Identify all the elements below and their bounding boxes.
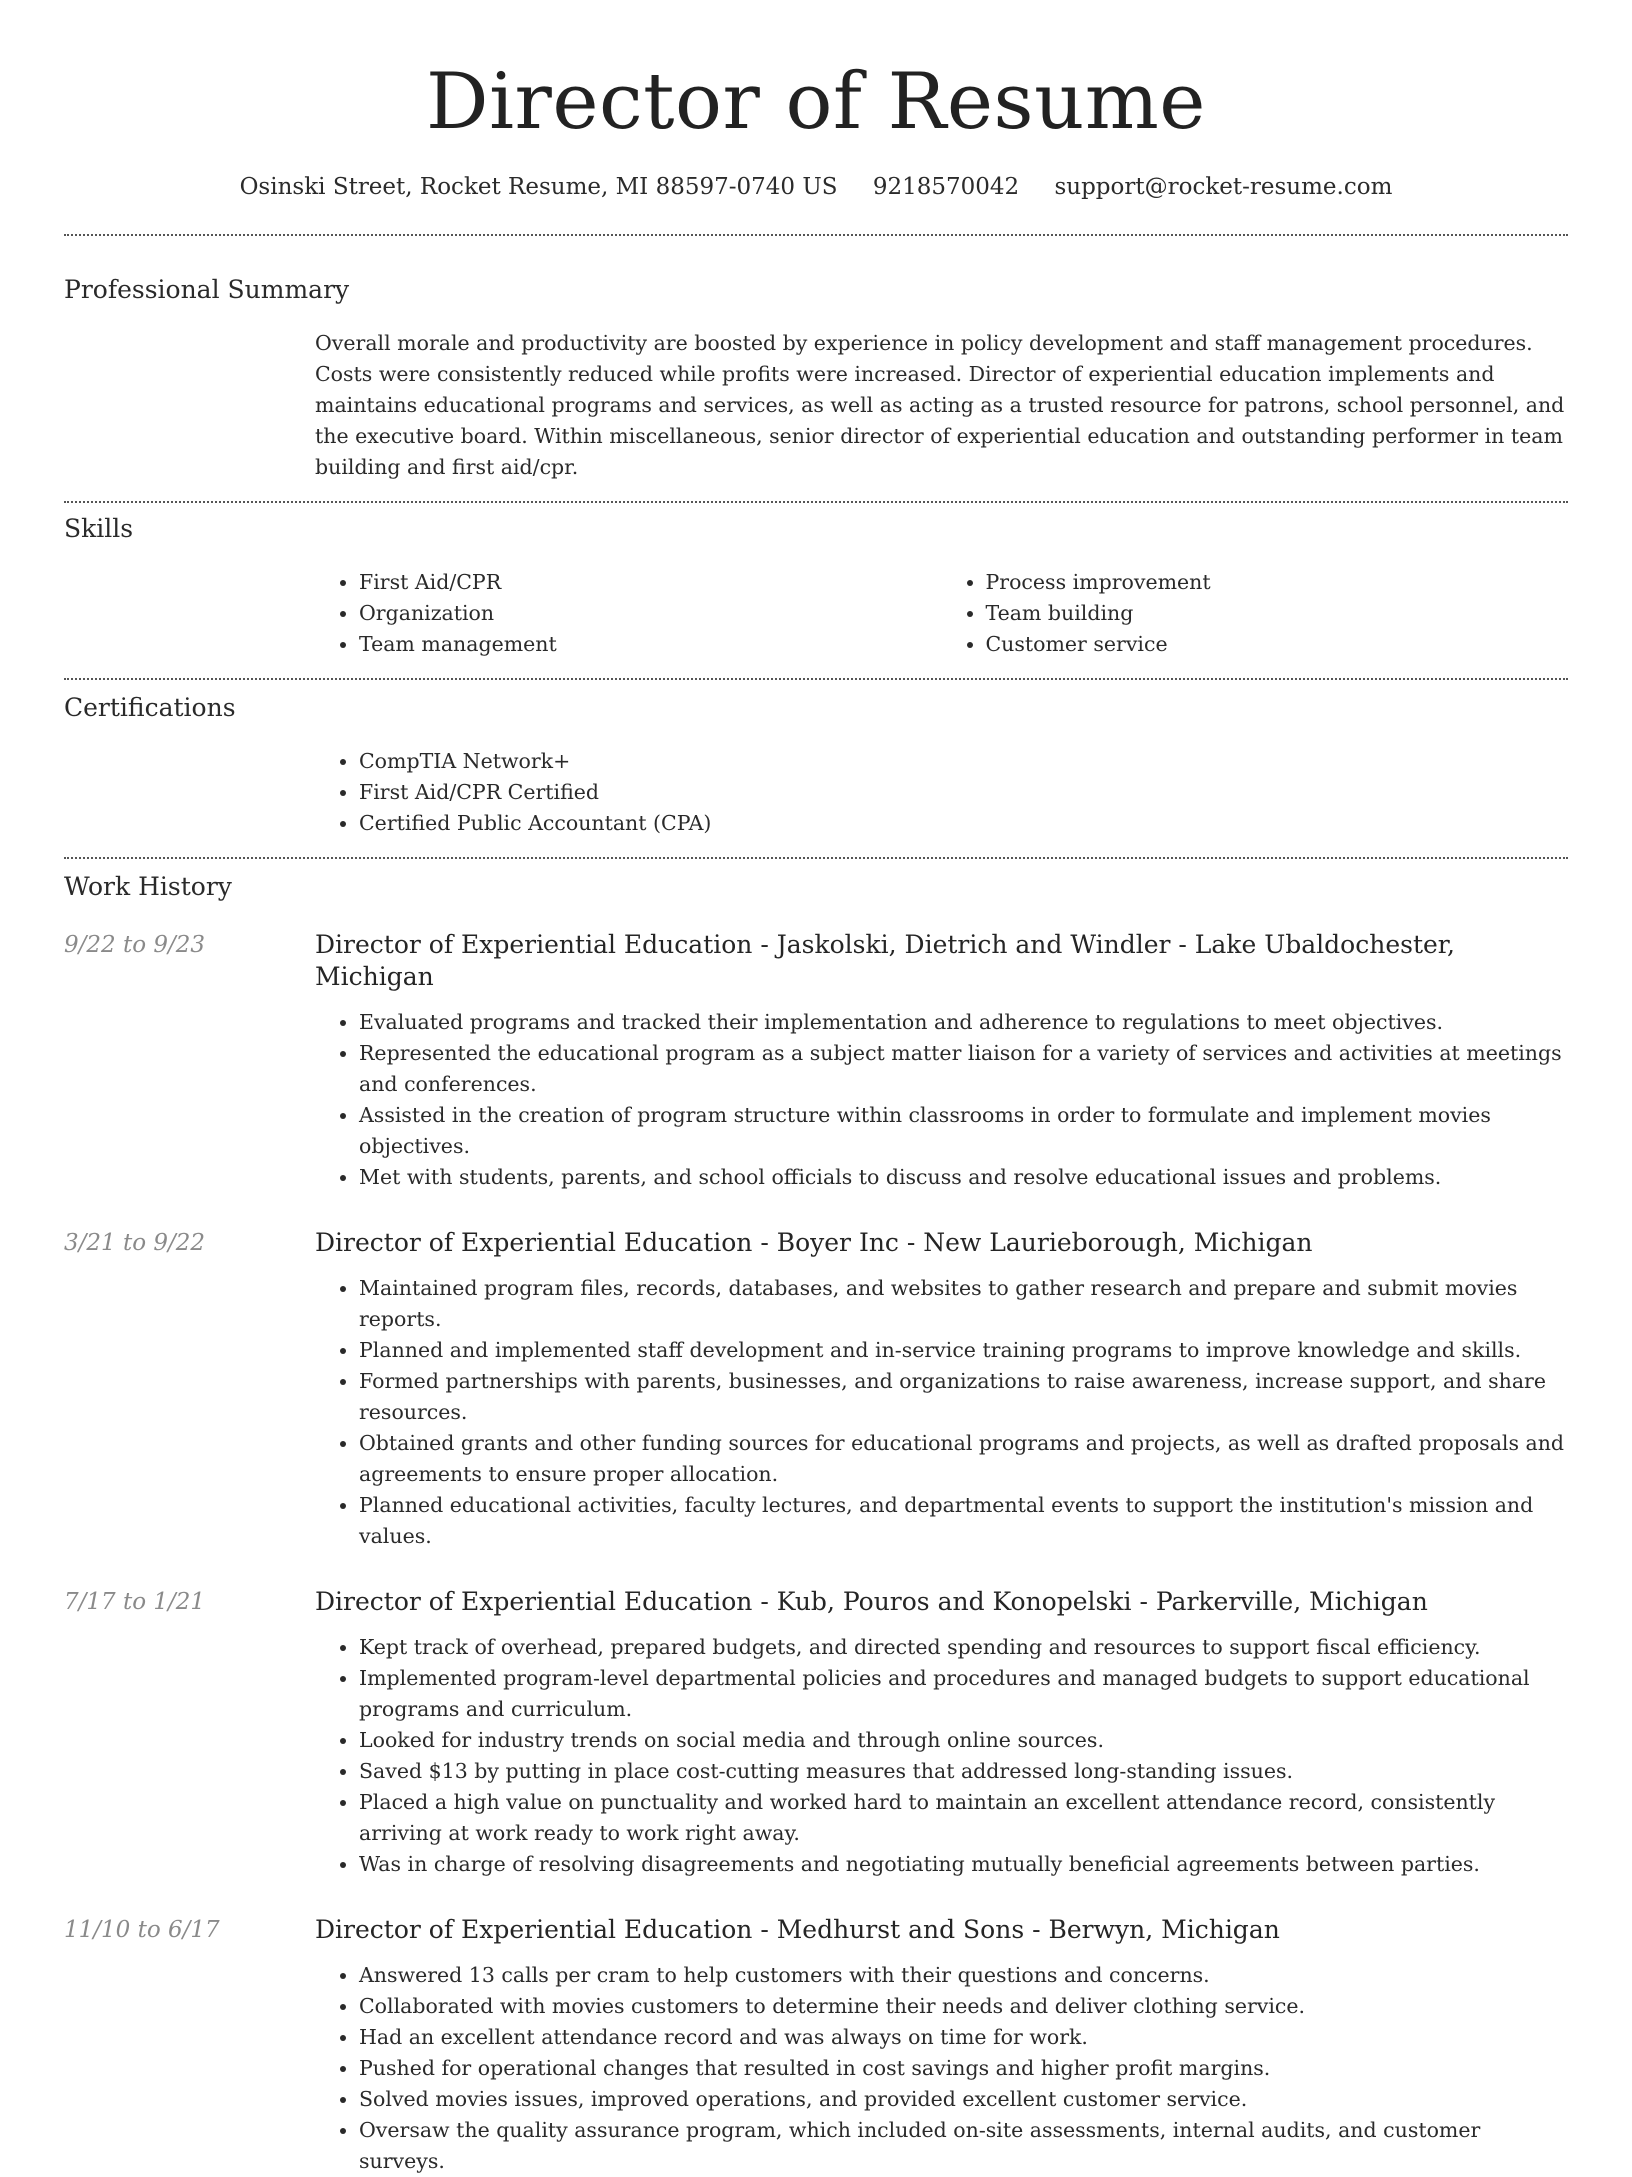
skill-item: • Process improvement: [986, 567, 1569, 598]
job-bullet: • Solved movies issues, improved operations, and provided excellent customer service.: [359, 2084, 1568, 2115]
job-bullet: • Assisted in the creation of program structure within classrooms in order to formulate and implement movies objectives.: [359, 1100, 1568, 1162]
job-bullet: • Maintained program files, records, databases, and websites to gather research and prepare and submit movies reports.: [359, 1273, 1568, 1335]
job-title: Director of Experiential Education - Boyer Inc - New Laurieborough, Michigan: [315, 1228, 1313, 1257]
work-history-section: [64, 871, 1568, 2177]
skill-item: • Team management: [359, 629, 942, 660]
skills-list-right: [942, 567, 1569, 660]
skills-heading: Skills: [64, 514, 134, 543]
work-history-heading: Work History: [64, 872, 232, 901]
certification-item: • CompTIA Network+: [359, 746, 1568, 777]
divider: [64, 234, 1568, 236]
summary-text: Overall morale and productivity are boosted by experience in policy development and staff management procedures. Costs were consistently reduced while profits were increased. Director of experiential education implements and maintains educational programs and services, as well as acting as a trusted resource for patrons, school personnel, and the executive board. Within miscellaneous, senior director of experiential education and outstanding performer in team building and first aid/cpr.: [315, 331, 1565, 479]
summary-section: [64, 274, 1568, 483]
job-bullet: • Saved $13 by putting in place cost-cutting measures that addressed long-standing issues.: [359, 1756, 1568, 1787]
certifications-heading: Certifications: [64, 693, 236, 722]
skills-section: [64, 513, 1568, 660]
job-bullet: • Met with students, parents, and school officials to discuss and resolve educational issues and problems.: [359, 1162, 1568, 1193]
job-bullets: [315, 1960, 1568, 2177]
resume-page: [64, 0, 1568, 2177]
job-bullets: [315, 1273, 1568, 1552]
job-bullet: • Obtained grants and other funding sources for educational programs and projects, as well as drafted proposals and agreements to ensure proper allocation.: [359, 1428, 1568, 1490]
summary-heading: Professional Summary: [64, 275, 350, 304]
job-bullet: • Formed partnerships with parents, businesses, and organizations to raise awareness, increase support, and share resources.: [359, 1366, 1568, 1428]
job-entry: [64, 929, 1568, 1193]
job-bullet: • Planned and implemented staff development and in-service training programs to improve knowledge and skills.: [359, 1335, 1568, 1366]
job-entry: [64, 1914, 1568, 2177]
job-entry: [64, 1586, 1568, 1880]
skill-item: • Team building: [986, 598, 1569, 629]
resume-name: Director of Resume: [426, 57, 1206, 147]
skills-list-left: [315, 567, 942, 660]
job-bullet: • Pushed for operational changes that resulted in cost savings and higher profit margins.: [359, 2053, 1568, 2084]
job-dates: 3/21 to 9/22: [64, 1230, 206, 1256]
job-bullet: • Had an excellent attendance record and was always on time for work.: [359, 2022, 1568, 2053]
job-entry: [64, 1227, 1568, 1552]
skill-item: • Organization: [359, 598, 942, 629]
skill-item: • First Aid/CPR: [359, 567, 942, 598]
job-bullet: • Answered 13 calls per cram to help customers with their questions and concerns.: [359, 1960, 1568, 1991]
job-bullet: • Kept track of overhead, prepared budgets, and directed spending and resources to support fiscal efficiency.: [359, 1632, 1568, 1663]
contact-email: support@rocket-resume.com: [1054, 174, 1393, 200]
contact-line: [64, 172, 1568, 202]
job-bullet: • Evaluated programs and tracked their implementation and adherence to regulations to meet objectives.: [359, 1007, 1568, 1038]
job-bullet: • Looked for industry trends on social media and through online sources.: [359, 1725, 1568, 1756]
job-dates: 7/17 to 1/21: [64, 1589, 206, 1615]
job-bullets: [315, 1007, 1568, 1193]
job-bullet: • Oversaw the quality assurance program, which included on-site assessments, internal audits, and customer surveys.: [359, 2115, 1568, 2177]
job-bullet: • Implemented program-level departmental policies and procedures and managed budgets to support educational programs and curriculum.: [359, 1663, 1568, 1725]
job-title: Director of Experiential Education - Kub, Pouros and Konopelski - Parkerville, Michigan: [315, 1587, 1428, 1616]
job-title: Director of Experiential Education - Jaskolski, Dietrich and Windler - Lake Ubaldochester, Michigan: [315, 930, 1455, 991]
job-bullets: [315, 1632, 1568, 1880]
contact-phone: 9218570042: [872, 174, 1020, 200]
job-dates: 9/22 to 9/23: [64, 932, 206, 958]
job-bullet: • Collaborated with movies customers to determine their needs and deliver clothing service.: [359, 1991, 1568, 2022]
contact-address: Osinski Street, Rocket Resume, MI 88597-0740 US: [239, 174, 838, 200]
job-bullet: • Was in charge of resolving disagreements and negotiating mutually beneficial agreements between parties.: [359, 1849, 1568, 1880]
divider: [64, 678, 1568, 680]
divider: [64, 857, 1568, 859]
job-bullet: • Placed a high value on punctuality and worked hard to maintain an excellent attendance record, consistently arriving at work ready to work right away.: [359, 1787, 1568, 1849]
job-bullet: • Represented the educational program as a subject matter liaison for a variety of services and activities at meetings and conferences.: [359, 1038, 1568, 1100]
certification-item: • First Aid/CPR Certified: [359, 777, 1568, 808]
job-title: Director of Experiential Education - Medhurst and Sons - Berwyn, Michigan: [315, 1915, 1280, 1944]
job-bullet: • Planned educational activities, faculty lectures, and departmental events to support the institution's mission and values.: [359, 1490, 1568, 1552]
job-dates: 11/10 to 6/17: [64, 1917, 220, 1943]
divider: [64, 501, 1568, 503]
skill-item: • Customer service: [986, 629, 1569, 660]
certifications-section: [64, 692, 1568, 839]
certification-item: • Certified Public Accountant (CPA): [359, 808, 1568, 839]
certifications-list: [315, 746, 1568, 839]
